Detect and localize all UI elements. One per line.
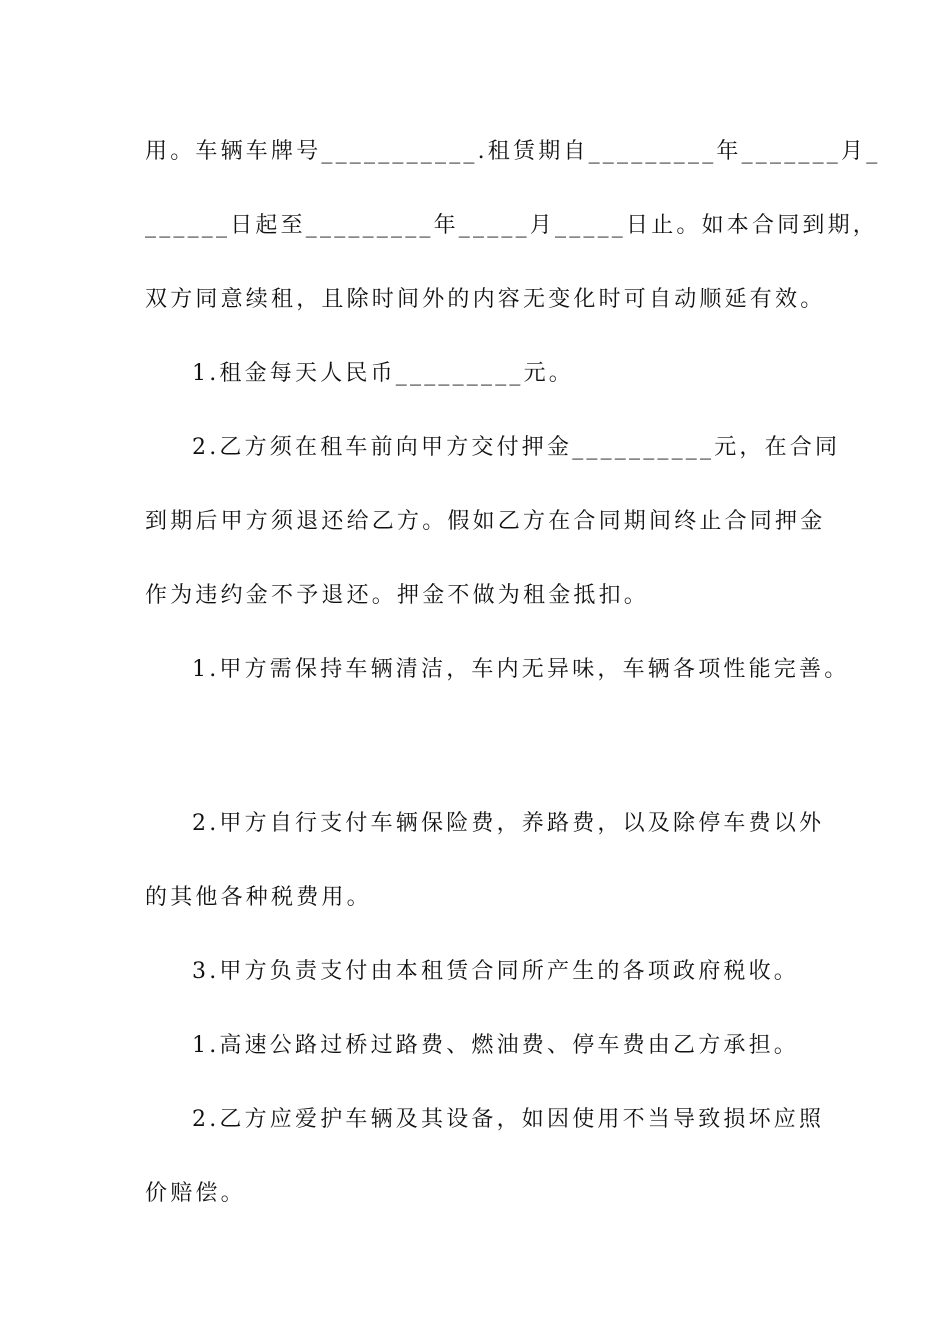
text-line-7: 作为违约金不予退还。押金不做为租金抵扣。 (145, 583, 650, 608)
text-line-9: 2.甲方自行支付车辆保险费，养路费，以及除停车费以外 (192, 811, 825, 836)
text-line-1: 用。车辆车牌号___________.租赁期自_________年_______月_ (145, 139, 881, 164)
text-line-4: 1.租金每天人民币_________元。 (192, 361, 574, 386)
text-line-12: 1.高速公路过桥过路费、燃油费、停车费由乙方承担。 (192, 1033, 799, 1058)
text-line-2: ______日起至_________年_____月_____日止。如本合同到期， (145, 213, 879, 238)
text-line-3: 双方同意续租，且除时间外的内容无变化时可自动顺延有效。 (145, 287, 826, 312)
text-line-6: 到期后甲方须退还给乙方。假如乙方在合同期间终止合同押金 (145, 509, 826, 534)
text-line-14: 价赔偿。 (145, 1181, 246, 1206)
text-line-8: 1.甲方需保持车辆清洁，车内无异味，车辆各项性能完善。 (192, 657, 850, 682)
text-line-11: 3.甲方负责支付由本租赁合同所产生的各项政府税收。 (192, 959, 799, 984)
text-line-13: 2.乙方应爱护车辆及其设备，如因使用不当导致损坏应照 (192, 1107, 825, 1132)
text-line-10: 的其他各种税费用。 (145, 885, 372, 910)
text-line-5: 2.乙方须在租车前向甲方交付押金__________元，在合同 (192, 435, 841, 460)
